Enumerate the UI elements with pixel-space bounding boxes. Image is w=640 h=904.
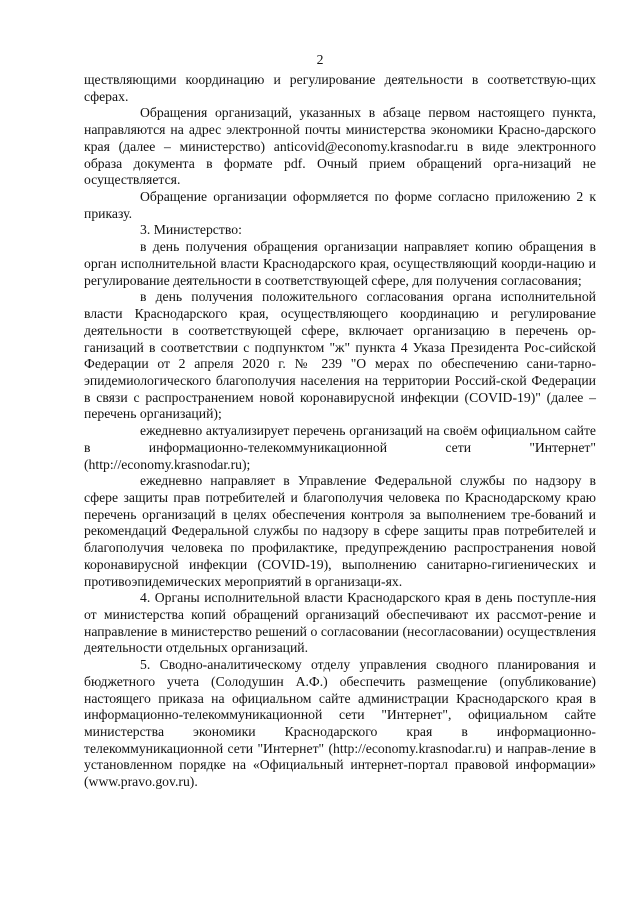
- text-line: потребителей и благополучия человека по профилактике, предупреждению: [84, 523, 596, 556]
- paragraph: [84, 657, 596, 791]
- text-line: ежедневно направляет в Управление Федеральной службы по надзору в: [140, 473, 596, 489]
- document-body: [84, 72, 596, 791]
- text-line: сайте министерства экономики Краснодарского края в информационно-: [84, 707, 597, 740]
- text-line: бюджетного учета (Солодушин А.Ф.) обеспечить размещение (опубликование): [84, 673, 596, 689]
- text-line: (COVID-19)" (далее – перечень организаций);: [84, 389, 596, 422]
- text-line: Обращения организаций, указанных в абзаце первом настоящего пункта,: [140, 105, 596, 121]
- text-line: осуществления деятельности отдельных организаций.: [84, 623, 597, 656]
- text-line: настоящего приказа на официальном сайте администрации Краснодарского: [84, 690, 549, 706]
- text-line: щих сферах.: [84, 72, 596, 104]
- text-line: информации» (www.pravo.gov.ru).: [84, 757, 597, 790]
- text-line: дарского края (далее – министерство) anticovid@economy.krasnodar.ru в виде: [84, 122, 596, 154]
- text-line: 3. Министерство:: [140, 222, 242, 238]
- text-line: согласования;: [500, 272, 582, 288]
- text-line: электронного образа документа в формате pdf. Очный прием обращений орга-: [84, 138, 596, 171]
- text-line: в день получения положительного согласования органа исполнительной: [140, 289, 596, 305]
- text-line: ществляющими координацию и регулирование деятельности в соответствую-: [84, 72, 572, 87]
- text-line: приказу.: [84, 205, 133, 221]
- text-line: бований и рекомендаций Федеральной службы по надзору в сфере защиты прав: [84, 506, 596, 539]
- text-line: тарно-эпидемиологического благополучия населения на территории Россий-: [84, 356, 596, 388]
- paragraph: [84, 222, 596, 239]
- text-line: нацию и регулирование деятельности в соответствующей сфере, для получения: [84, 255, 596, 288]
- paragraph: [84, 590, 596, 657]
- text-line: сайте в информационно-телекоммуникационной сети "Интернет": [84, 423, 597, 455]
- text-line: ях.: [385, 573, 403, 589]
- text-line: направляются на адрес электронной почты министерства экономики Красно-: [84, 122, 546, 138]
- page-number: 2: [316, 52, 324, 67]
- text-line: ление в установленном порядке на «Официальный интернет-портал правовой: [84, 740, 597, 773]
- text-line: сфере защиты прав потребителей и благополучия человека по Краснодарскому: [84, 489, 561, 505]
- text-line: власти Краснодарского края, осуществляющего координацию и регулирование: [84, 306, 596, 322]
- text-line: орган исполнительной власти Краснодарского края, осуществляющий коорди-: [84, 255, 547, 271]
- text-line: (http://economy.krasnodar.ru);: [84, 456, 251, 472]
- text-line: краю перечень организаций в целях обеспечения контроля за выполнением тре-: [84, 489, 597, 522]
- text-line: ежедневно актуализирует перечень организаций на своём официальном: [140, 423, 561, 439]
- text-line: рение и направление в министерство решений о согласовании (несогласовании): [84, 607, 596, 639]
- paragraph: [84, 473, 596, 590]
- paragraph: [84, 72, 596, 105]
- text-line: санитарно-гигиенических и противоэпидемических мероприятий в организаци-: [84, 556, 596, 589]
- text-line: Обращение организации оформляется по форме согласно приложению 2 к: [140, 189, 596, 205]
- text-line: ния от министерства копий обращений организаций обеспечивают их рассмот-: [84, 590, 596, 622]
- text-line: края в информационно-телекоммуникационной сети "Интернет", официальном: [84, 690, 596, 723]
- text-line: распространения новой коронавирусной инфекции (COVID-19), выполнению: [84, 540, 597, 572]
- text-line: телекоммуникационной сети "Интернет" (http://economy.krasnodar.ru) и направ-: [84, 740, 552, 756]
- paragraph: [84, 105, 596, 189]
- text-line: низаций не осуществляется.: [84, 155, 596, 188]
- text-line: ской Федерации в связи с распространением новой коронавирусной инфекции: [84, 372, 596, 405]
- text-line: 5. Сводно-аналитическому отделу управления сводного планирования и: [140, 657, 596, 673]
- text-line: 4. Органы исполнительной власти Краснодарского края в день поступле-: [140, 590, 576, 606]
- text-line: сийской Федерации от 2 апреля 2020 г. № 239 "О мерах по обеспечению сани-: [84, 339, 596, 372]
- paragraph: [84, 189, 596, 222]
- text-line: ганизаций в соответствии с подпунктом "ж" пункта 4 Указа Президента Рос-: [84, 339, 550, 355]
- paragraph: [84, 239, 596, 289]
- text-line: в день получения обращения организации направляет копию обращения в: [140, 239, 596, 255]
- text-line: деятельности в соответствующей сфере, включает организацию в перечень ор-: [84, 322, 596, 338]
- paragraph: [84, 289, 596, 423]
- paragraph: [84, 423, 596, 473]
